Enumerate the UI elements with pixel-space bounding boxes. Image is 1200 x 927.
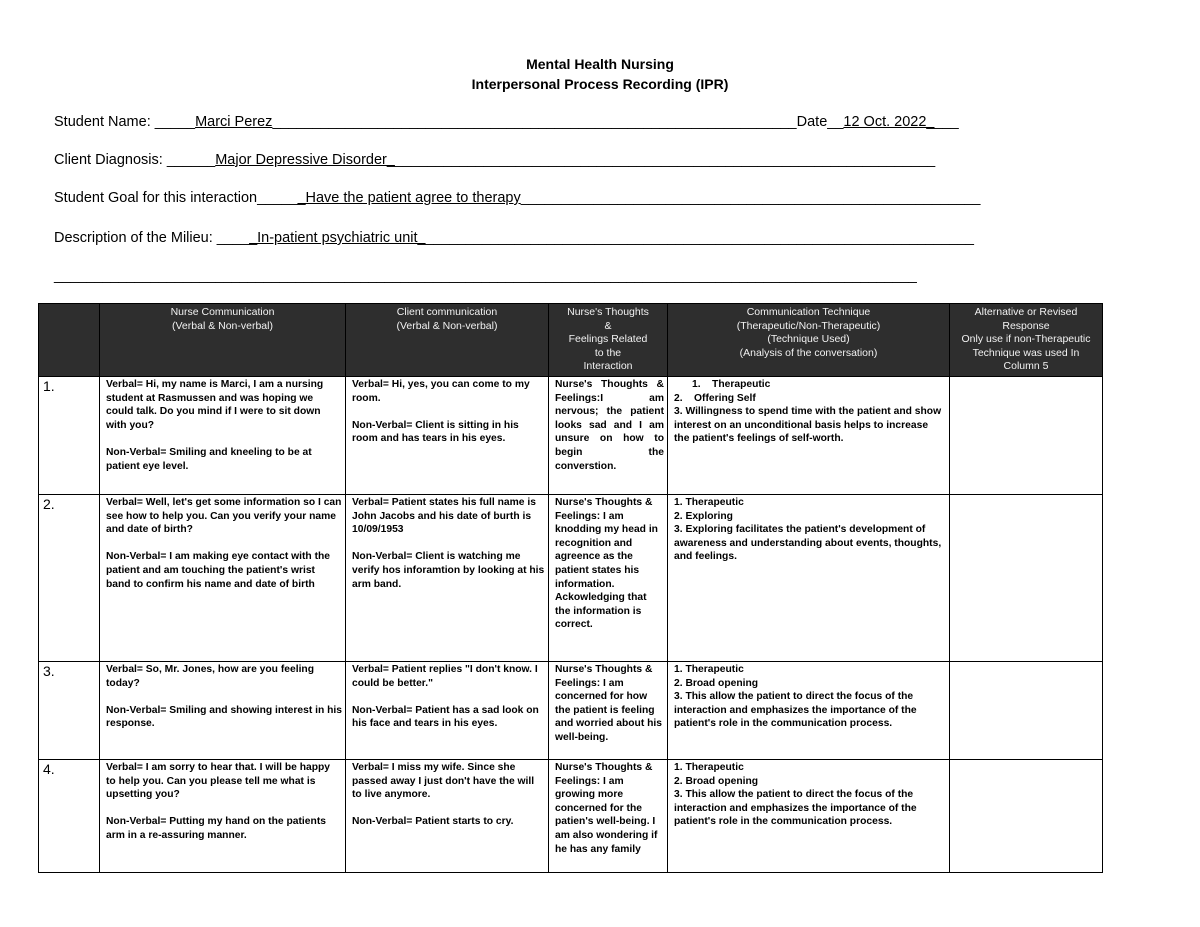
client-nonverbal: Non-Verbal= Patient has a sad look on his face and tears in his eyes. — [352, 704, 539, 730]
diagnosis-label: Client Diagnosis: ______ — [54, 152, 216, 168]
technique-type: 1. Therapeutic — [692, 378, 771, 390]
nurse-nonverbal: Non-Verbal= Putting my hand on the patients arm in a re-assuring manner. — [106, 816, 326, 841]
technique-analysis: 3. This allow the patient to direct the focus of the interaction and emphasizes the importance of the patient's role in the communication process. — [674, 789, 917, 828]
nurse-thoughts-cell: Nurse's Thoughts & Feelings:I am nervous; the patient looks sad and I am unsure on how to begin the converstion. — [549, 376, 668, 494]
milieu-value: _In-patient psychiatric unit_ — [249, 230, 426, 246]
nurse-thoughts-cell: Nurse's Thoughts & Feelings: I am concerned for how the patient is feeling and worried about his well-being. — [549, 661, 668, 759]
nurse-communication-cell — [100, 494, 346, 661]
header-nurse-communication: Nurse Communication (Verbal & Non-verbal) — [100, 304, 346, 377]
technique-used: 2. Broad opening — [674, 677, 759, 689]
table-row — [39, 494, 1103, 661]
technique-analysis: 3. Exploring facilitates the patient's development of awareness and understanding about events, thoughts, and feelings. — [674, 524, 942, 563]
diagnosis-value: Major Depressive Disorder_ — [215, 152, 395, 168]
nurse-verbal: Verbal= Hi, my name is Marci, I am a nursing student at Rasmussen and was hoping we could talk. Do you mind if I were to sit down with you? — [106, 378, 324, 431]
nurse-verbal: Verbal= I am sorry to hear that. I will be happy to help you. Can you please tell me what is upsetting you? — [106, 761, 331, 801]
header-nurse-thoughts: Nurse's Thoughts & Feelings Related to the Interaction — [549, 304, 668, 377]
technique-used: 2. Exploring — [674, 510, 733, 522]
milieu-fill: ____________________________________________________________________ — [425, 230, 974, 246]
alternative-response-cell — [950, 759, 1103, 872]
goal-value: _Have the patient agree to therapy — [297, 190, 521, 206]
row-number: 3. — [39, 661, 100, 759]
goal-fill: _________________________________________________________ — [520, 190, 981, 206]
date-fill: ___ — [934, 114, 959, 130]
technique-type: 1. Therapeutic — [674, 496, 744, 508]
blank-line: ___________________________________________________________________________________________________________ — [54, 268, 917, 284]
nurse-nonverbal: Non-Verbal= Smiling and showing interest in his response. — [106, 704, 343, 730]
nurse-communication-cell — [100, 661, 346, 759]
nurse-communication-cell — [100, 759, 346, 872]
header-client-communication: Client communication (Verbal & Non-verbal) — [346, 304, 549, 377]
client-communication-cell — [346, 759, 549, 872]
student-name-label: Student Name: _____ — [54, 114, 196, 130]
client-communication-cell — [346, 661, 549, 759]
table-row — [39, 759, 1103, 872]
nurse-verbal: Verbal= Well, let's get some information so I can see how to help you. Can you verify your name and date of birth? — [106, 496, 342, 536]
technique-cell — [668, 661, 950, 759]
technique-cell — [668, 759, 950, 872]
technique-analysis: 3. This allow the patient to direct the focus of the interaction and emphasizes the importance of the patient's role in the communication process. — [674, 691, 917, 730]
date-label: Date__ — [796, 114, 844, 130]
header-alternative-response: Alternative or Revised Response Only use if non-Therapeutic Technique was used In Column 5 — [950, 304, 1103, 377]
milieu-line — [54, 230, 974, 246]
milieu-label: Description of the Milieu: ____ — [54, 230, 250, 246]
row-number: 2. — [39, 494, 100, 661]
technique-analysis: 3. Willingness to spend time with the patient and show interest on an unconditional basis helps to increase the patient's feelings of self-worth. — [674, 406, 942, 445]
student-name-line — [54, 114, 959, 130]
client-nonverbal: Non-Verbal= Client is sitting in his room and has tears in his eyes. — [352, 419, 519, 445]
diagnosis-fill: ___________________________________________________________________ — [394, 152, 936, 168]
technique-used: 2. Broad opening — [674, 775, 759, 787]
client-nonverbal: Non-Verbal= Client is watching me verify hos inforamtion by looking at his arm band. — [352, 551, 545, 590]
goal-label: Student Goal for this interaction_____ — [54, 190, 298, 206]
ipr-table — [38, 303, 1103, 873]
client-verbal: Verbal= Patient replies "I don't know. I could be better." — [352, 663, 538, 689]
nurse-nonverbal: Non-Verbal= I am making eye contact with the patient and am touching the patient's wrist band to confirm his name and date of birth — [106, 551, 331, 590]
technique-type: 1. Therapeutic — [674, 761, 744, 773]
date-value: 12 Oct. 2022_ — [843, 114, 935, 130]
student-name-fill: _________________________________________________________________ — [272, 114, 797, 130]
student-name-value: Marci Perez — [195, 114, 273, 130]
technique-cell — [668, 376, 950, 494]
alternative-response-cell — [950, 494, 1103, 661]
client-verbal: Verbal= I miss my wife. Since she passed away I just don't have the will to live anymore. — [352, 761, 535, 801]
nurse-verbal: Verbal= So, Mr. Jones, how are you feeling today? — [106, 663, 315, 689]
technique-cell — [668, 494, 950, 661]
technique-type: 1. Therapeutic — [674, 663, 744, 675]
nurse-thoughts-cell: Nurse's Thoughts & Feelings: I am growing more concerned for the patien's well-being. I am also wondering if he has any family — [549, 759, 668, 872]
client-nonverbal: Non-Verbal= Patient starts to cry. — [352, 816, 514, 828]
client-communication-cell — [346, 494, 549, 661]
header-communication-technique: Communication Technique (Therapeutic/Non-Therapeutic) (Technique Used) (Analysis of the conversation) — [668, 304, 950, 377]
row-number: 1. — [39, 376, 100, 494]
student-goal-line — [54, 190, 980, 206]
row-number: 4. — [39, 759, 100, 872]
alternative-response-cell — [950, 376, 1103, 494]
table-row — [39, 661, 1103, 759]
technique-used: 2. Offering Self — [674, 392, 756, 404]
client-communication-cell — [346, 376, 549, 494]
table-header-row — [39, 304, 1103, 377]
client-verbal: Verbal= Hi, yes, you can come to my room. — [352, 378, 530, 404]
client-verbal: Verbal= Patient states his full name is John Jacobs and his date of burth is 10/09/1953 — [352, 496, 536, 536]
document-title: Mental Health Nursing — [526, 56, 674, 72]
document-subtitle: Interpersonal Process Recording (IPR) — [471, 76, 729, 92]
client-diagnosis-line — [54, 152, 935, 168]
alternative-response-cell — [950, 661, 1103, 759]
nurse-communication-cell — [100, 376, 346, 494]
nurse-nonverbal: Non-Verbal= Smiling and kneeling to be at patient eye level. — [106, 446, 312, 472]
table-row — [39, 376, 1103, 494]
header-number — [39, 304, 100, 377]
nurse-thoughts-cell: Nurse's Thoughts & Feelings: I am knodding my head in recognition and agreence as the patient states his information. Ackowledging that the information is correct. — [549, 494, 668, 661]
